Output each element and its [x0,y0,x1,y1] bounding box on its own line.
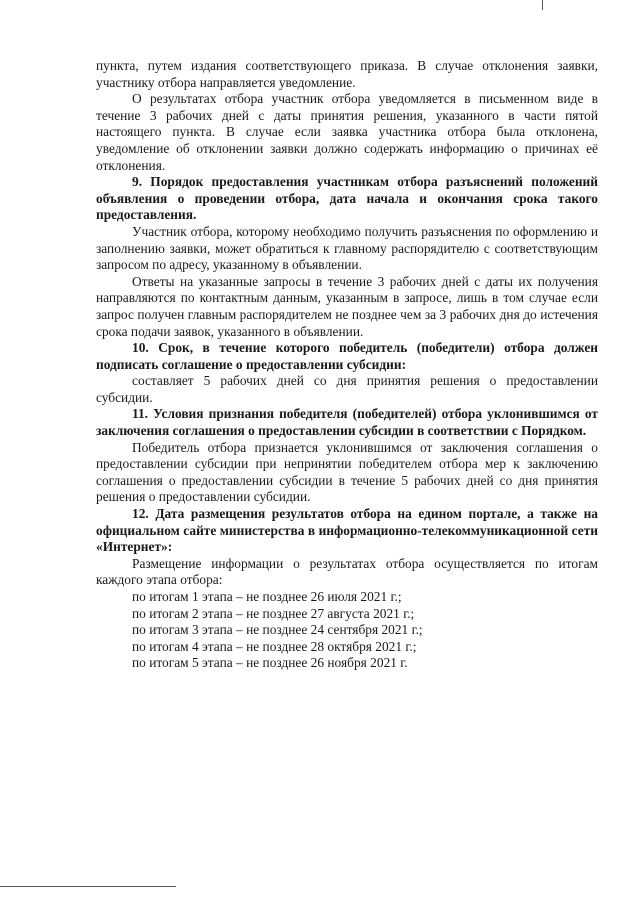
paragraph-signing-term: составляет 5 рабочих дней со дня принятия решения о предоставлении субсидии. [96,373,598,405]
section-heading-11: 11. Условия признания победителя (победителей) отбора уклонившимся от заключения соглашения о предоставлении субсидии в соответствии с Порядком. [96,406,598,439]
paragraph-continuation: пункта, путем издания соответствующего приказа. В случае отклонения заявки, участнику отбора направляется уведомление. [96,58,598,90]
list-item: по итогам 5 этапа – не позднее 26 ноября 2021 г. [132,655,408,671]
paragraph-evasion-conditions: Победитель отбора признается уклонившимся от заключения соглашения о предоставлении субсидии при непринятии победителем отбора мер к заключению соглашения о предоставлении субсидии в течение 5 рабочих дней со дня принятия решения о предоставлении субсидии. [96,439,598,505]
paragraph-clarification-answers: Ответы на указанные запросы в течение 3 рабочих дней с даты их получения направляются по контактным данным, указанным в запросе, лишь в том случае если запрос получен главным распорядителем не позднее чем за 3 рабочих дня до истечения срока подачи заявок, указанного в объявлении. [96,273,598,339]
stage-deadlines-list [96,589,598,672]
document-page [96,58,598,672]
list-item: по итогам 3 этапа – не позднее 24 сентября 2021 г.; [132,622,423,638]
paragraph-clarification-request: Участник отбора, которому необходимо получить разъяснения по оформлению и заполнению заявки, может обратиться к главному распорядителю с соответствующим запросом по адресу, указанному в объявлении. [96,223,598,273]
footer-rule [0,886,176,887]
scan-mark-top [542,0,543,10]
list-item: по итогам 2 этапа – не позднее 27 августа 2021 г.; [132,605,415,621]
paragraph-results-placement: Размещение информации о результатах отбора осуществляется по итогам каждого этапа отбора: [96,555,598,588]
section-heading-12: 12. Дата размещения результатов отбора на едином портале, а также на официальном сайте министерства в информационно-телекоммуникационной сети «Интернет»: [96,506,598,555]
section-heading-10: 10. Срок, в течение которого победитель (победители) отбора должен подписать соглашение о предоставлении субсидии: [96,340,598,372]
list-item: по итогам 1 этапа – не позднее 26 июля 2021 г.; [132,589,402,604]
section-heading-9: 9. Порядок предоставления участникам отбора разъяснений положений объявления о проведении отбора, дата начала и окончания срока такого предоставления. [96,174,598,223]
paragraph-notification: О результатах отбора участник отбора уведомляется в письменном виде в течение 3 рабочих дней с даты принятия решения, указанного в части пятой настоящего пункта. В случае если заявка участника отбора была отклонена, уведомление об отклонении заявки должно содержать информацию о причинах её отклонения. [96,91,598,173]
list-item: по итогам 4 этапа – не позднее 28 октября 2021 г.; [132,638,417,654]
